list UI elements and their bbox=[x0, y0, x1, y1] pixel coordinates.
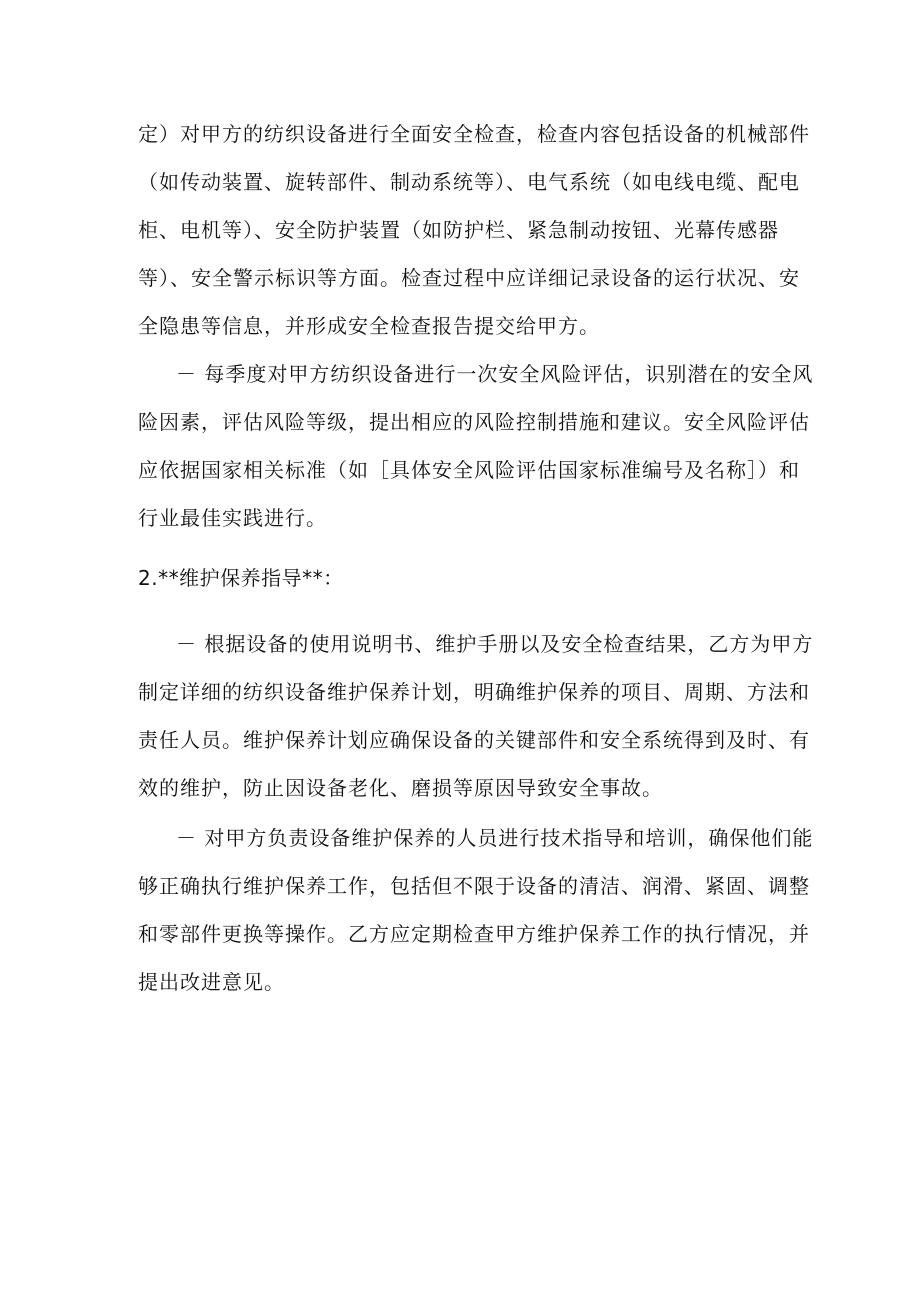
text-line: 应依据国家相关标准（如［具体安全风险评估国家标准编号及名称］）和 bbox=[138, 458, 800, 482]
text-line: 责任人员。维护保养计划应确保设备的关键部件和安全系统得到及时、有 bbox=[138, 728, 810, 752]
text-line: 制定详细的纺织设备维护保养计划，明确维护保养的项目、周期、方法和 bbox=[138, 680, 810, 704]
text-line: － 根据设备的使用说明书、维护手册以及安全检查结果，乙方为甲方 bbox=[176, 632, 814, 656]
text-line: － 每季度对甲方纺织设备进行一次安全风险评估，识别潜在的安全风 bbox=[176, 362, 814, 386]
text-line: 和零部件更换等操作。乙方应定期检查甲方维护保养工作的执行情况，并 bbox=[138, 922, 810, 946]
text-line: 险因素，评估风险等级，提出相应的风险控制措施和建议。安全风险评估 bbox=[138, 410, 810, 434]
text-line: 定）对甲方的纺织设备进行全面安全检查，检查内容包括设备的机械部件 bbox=[138, 122, 810, 146]
text-line: 全隐患等信息，并形成安全检查报告提交给甲方。 bbox=[138, 314, 600, 338]
section-heading: 2.**维护保养指导**： bbox=[138, 566, 344, 590]
text-line: － 对甲方负责设备维护保养的人员进行技术指导和培训，确保他们能 bbox=[176, 826, 814, 850]
text-line: 提出改进意见。 bbox=[138, 970, 285, 994]
text-line: （如传动装置、旋转部件、制动系统等）、电气系统（如电线电缆、配电 bbox=[138, 170, 800, 194]
text-line: 效的维护，防止因设备老化、磨损等原因导致安全事故。 bbox=[138, 776, 663, 800]
text-line: 等）、安全警示标识等方面。检查过程中应详细记录设备的运行状况、安 bbox=[138, 266, 800, 290]
text-line: 行业最佳实践进行。 bbox=[138, 506, 327, 530]
text-line: 柜、电机等）、安全防护装置（如防护栏、紧急制动按钮、光幕传感器 bbox=[138, 218, 779, 242]
text-line: 够正确执行维护保养工作，包括但不限于设备的清洁、润滑、紧固、调整 bbox=[138, 874, 810, 898]
